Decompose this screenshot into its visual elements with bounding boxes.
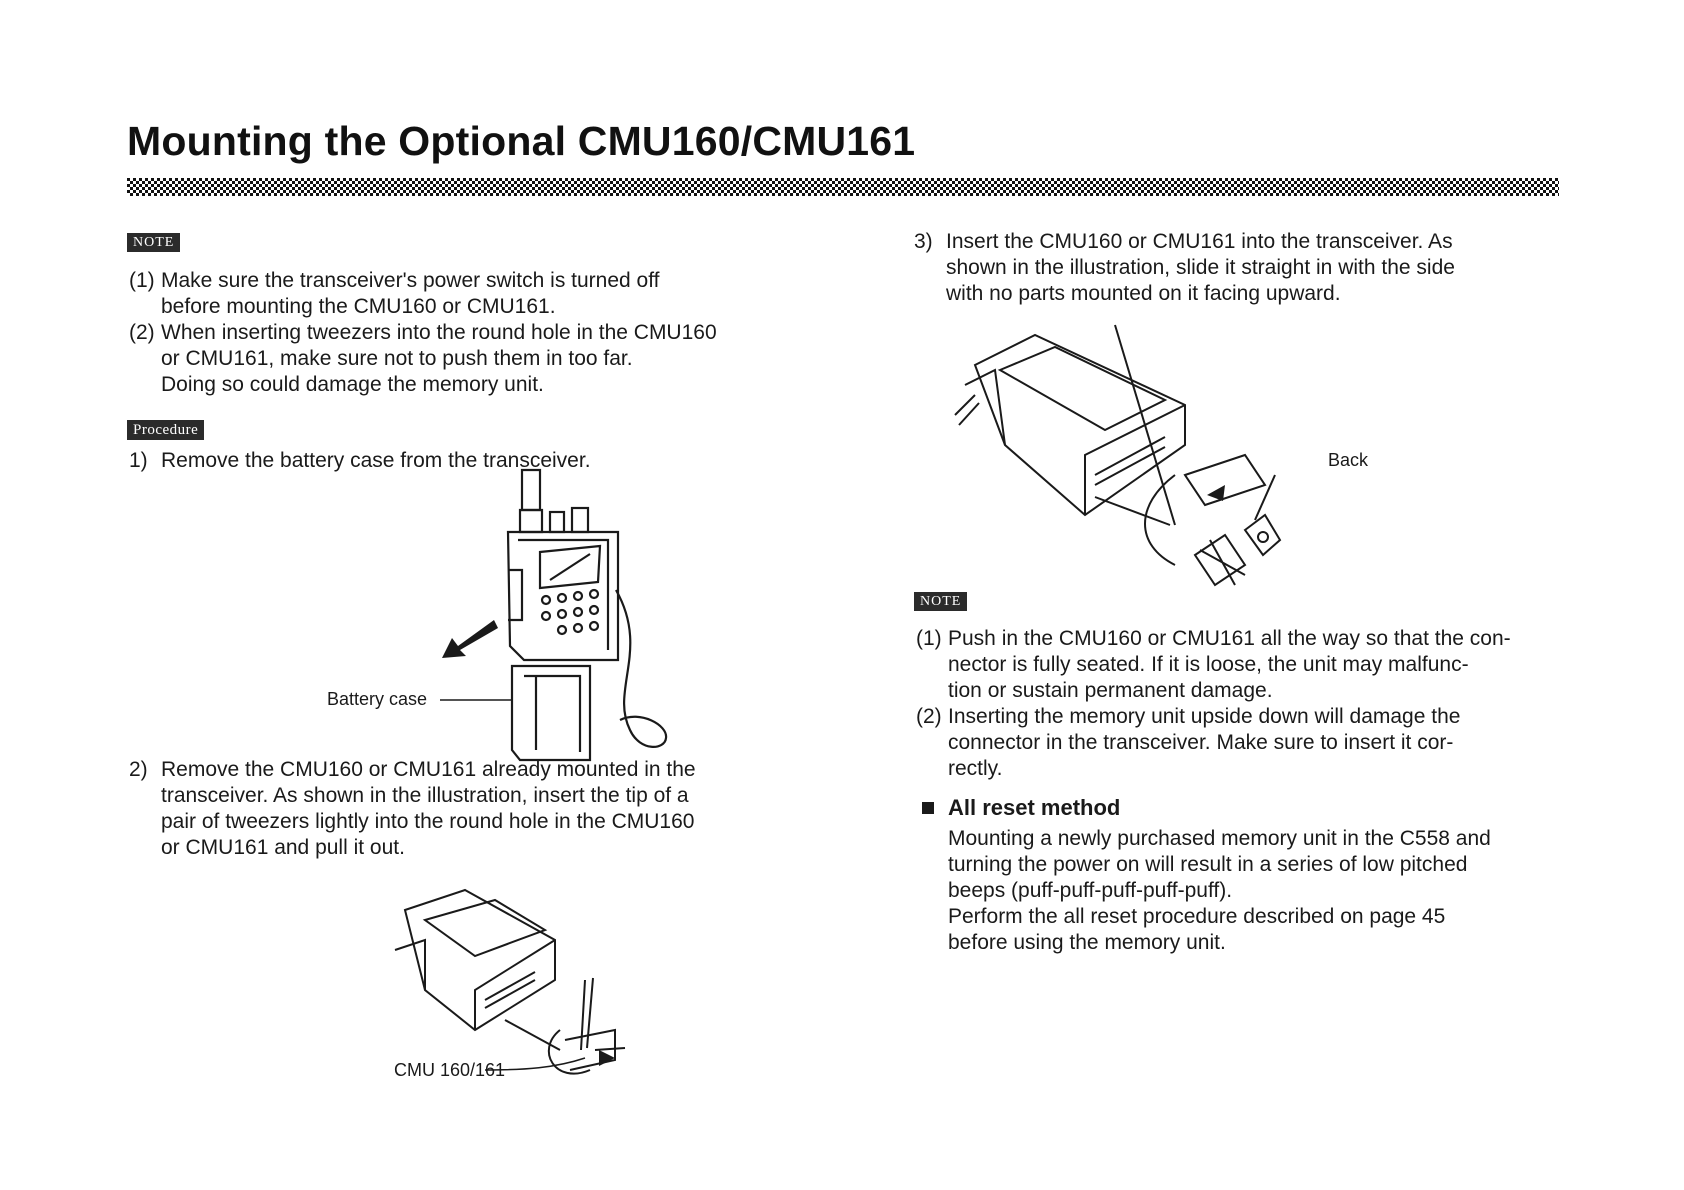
- bullet-square: [922, 802, 934, 814]
- right-note-1: (1) Push in the CMU160 or CMU161 all the way so that the con- nector is fully seated. If it is loose, the unit may malfunc- tion or sustain permanent damage.: [916, 627, 1511, 702]
- step-1: 1) Remove the battery case from the transceiver.: [129, 449, 591, 472]
- right-note-2: (2) Inserting the memory unit upside down will damage the connector in the transceiver. Make sure to insert it cor- rectly.: [916, 705, 1461, 780]
- note-tag-right: NOTE: [914, 592, 967, 611]
- decorative-rule: [127, 178, 1559, 196]
- transceiver-battery-illustration: [440, 470, 700, 760]
- procedure-tag: Procedure: [127, 420, 204, 440]
- tweezers-removal-illustration: [385, 880, 655, 1080]
- step-2: 2) Remove the CMU160 or CMU161 already mounted in the transceiver. As shown in the illustration, insert the tip of a pair of tweezers lightly into the round hole in the CMU160 or CMU161 and pull it out.: [129, 758, 696, 859]
- left-note-1: (1) Make sure the transceiver's power switch is turned off before mounting the CMU160 or CMU161.: [129, 269, 660, 318]
- step-3: 3) Insert the CMU160 or CMU161 into the transceiver. As shown in the illustration, slide it straight in with the side with no parts mounted on it facing upward.: [914, 230, 1455, 305]
- note-tag-left: NOTE: [127, 233, 180, 252]
- back-label: Back: [1328, 450, 1369, 470]
- reset-heading: All reset method: [948, 795, 1121, 820]
- battery-case-label: Battery case: [327, 689, 428, 709]
- insertion-illustration: [945, 325, 1345, 605]
- left-note-2: (2) When inserting tweezers into the round hole in the CMU160 or CMU161, make sure not to push them in too far. Doing so could damage the memory unit.: [129, 321, 717, 396]
- page-title: Mounting the Optional CMU160/CMU161: [127, 118, 916, 164]
- cmu-label: CMU 160/161: [394, 1060, 506, 1080]
- reset-text: Mounting a newly purchased memory unit in the C558 and turning the power on will result in a series of low pitched beeps (puff-puff-puff-puff-puff). Perform the all reset procedure described on page 45 before using the memory unit.: [948, 827, 1491, 954]
